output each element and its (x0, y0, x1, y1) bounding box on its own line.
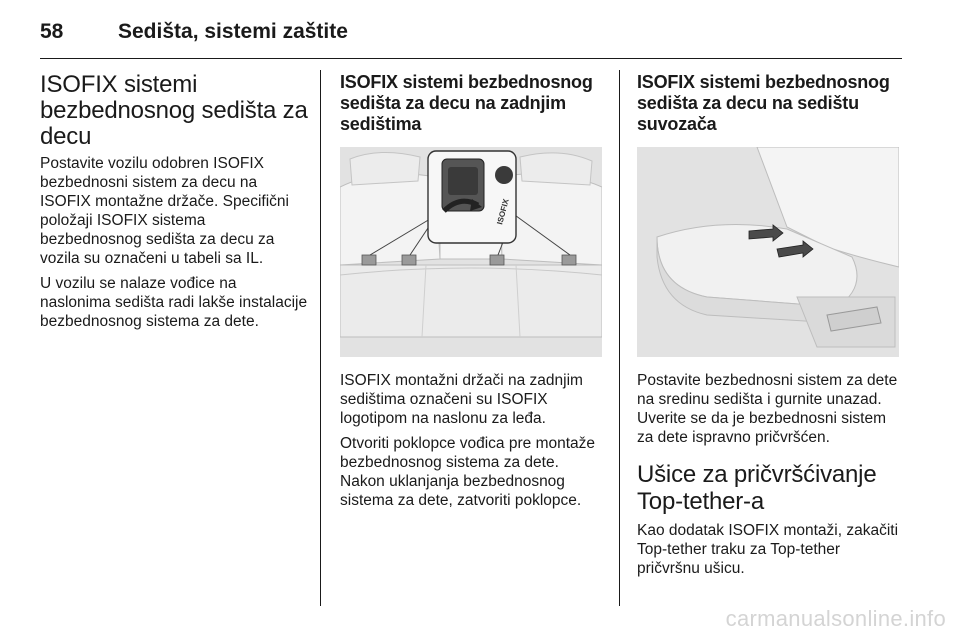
running-title: Sedišta, sistemi zaštite (118, 20, 348, 43)
isofix-logo-text: ISOFIX (495, 197, 511, 226)
column-isofix-intro (40, 68, 308, 337)
column-divider (320, 70, 321, 606)
section-heading: ISOFIX sistemi bezbednosnog sedišta za decu (40, 71, 308, 150)
watermark: carmanualsonline.info (725, 606, 946, 631)
page-header (40, 20, 900, 60)
paragraph: Otvoriti poklopce vođica pre montaže bezbednosnog sistema za dete. Nakon uklanjanja bezbednosnog sistema za dete, zatvoriti poklopce. (340, 435, 596, 509)
passenger-seat-illustration (637, 147, 899, 357)
paragraph: ISOFIX montažni držači na zadnjim sedištima označeni su ISOFIX logotipom na naslonu za leđa. (340, 372, 583, 427)
paragraph: Kao dodatak ISOFIX montaži, zakačiti Top-tether traku za Top-tether pričvršnu ušicu. (637, 522, 899, 577)
paragraph: Postavite bezbednosni sistem za dete na sredinu sedišta i gurnite unazad. Uverite se da je bezbednosni sistem za dete ispravno pričvršćen. (637, 372, 898, 446)
rear-seat-isofix-illustration (340, 147, 602, 357)
column-divider (619, 70, 620, 606)
column-rear-seats (340, 68, 606, 516)
section-heading: ISOFIX sistemi bezbednosnog sedišta za decu na zadnjim sedištima (340, 72, 593, 134)
header-rule (40, 58, 902, 59)
page-number: 58 (40, 20, 64, 43)
section-heading: Ušice za pričvršćivanje Top-tether-a (637, 461, 877, 515)
paragraph: Postavite vozilu odobren ISOFIX bezbednosni sistem za decu na ISOFIX montažne držače. Specifični položaji ISOFIX sistema bezbednosnog sedišta za decu za vozila su označeni u tabeli sa IL. (40, 155, 289, 267)
section-heading: ISOFIX sistemi bezbednosnog sedišta za decu na sedištu suvozača (637, 72, 890, 134)
paragraph: U vozilu se nalaze vođice na naslonima sedišta radi lakše instalacije bezbednosnog sistema za dete. (40, 275, 308, 330)
column-passenger-seat (637, 68, 903, 584)
